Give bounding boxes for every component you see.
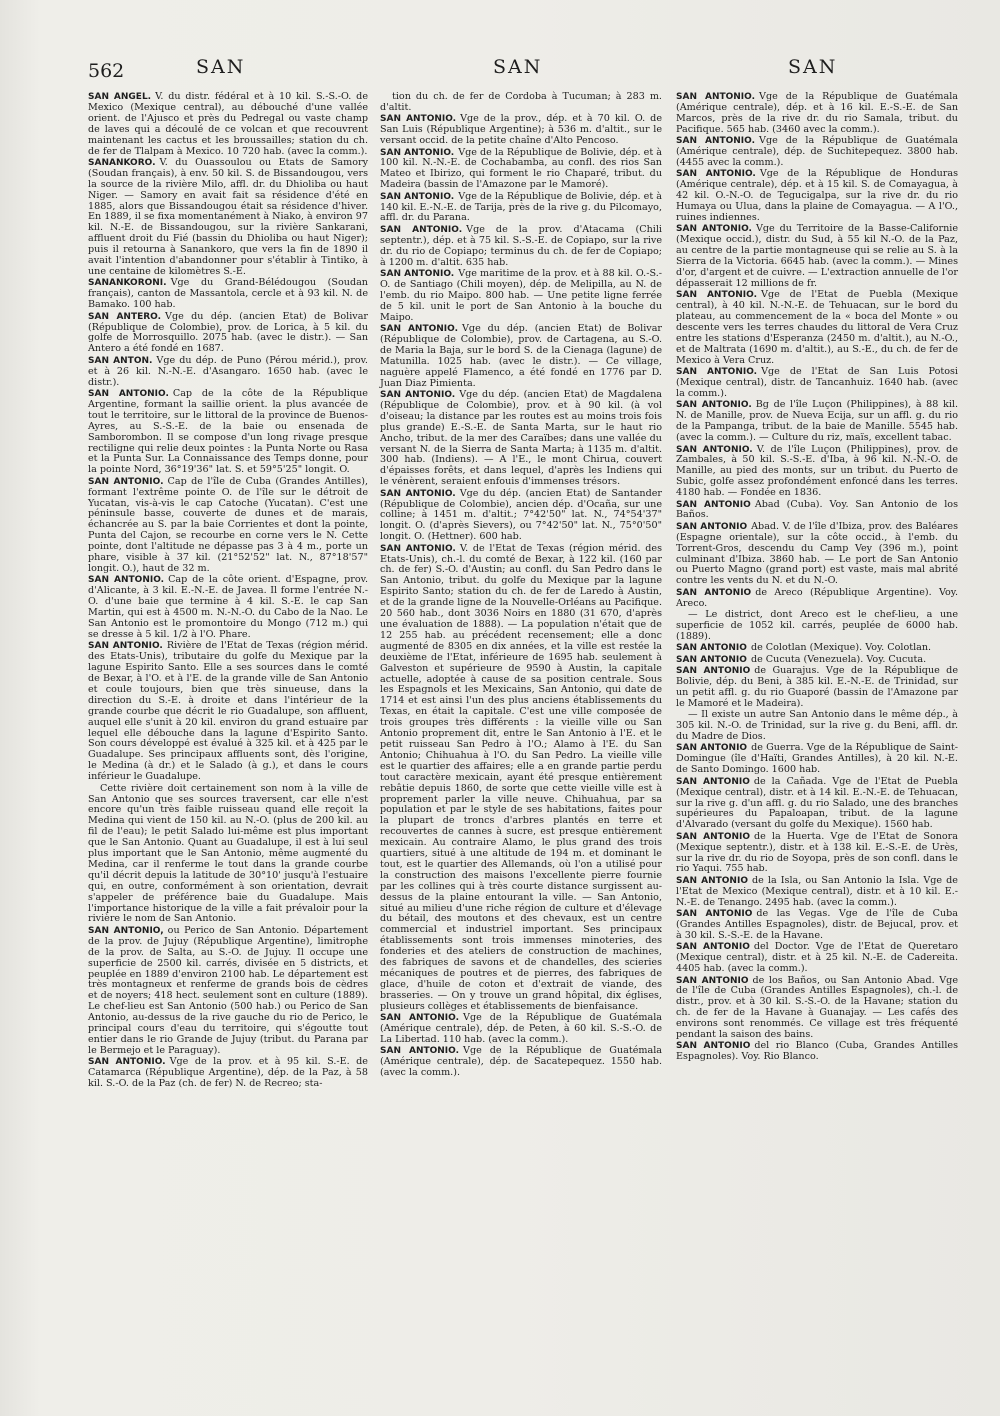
dictionary-entry	[676, 610, 958, 643]
dictionary-entry	[88, 1057, 368, 1090]
entry-text: Cap de l'île de Cuba (Grandes Antilles), formant l'extrême pointe O. de l'île sur le détroit de Yucatan, vis-à-vis le cap Catoche (Yucatan). C'est une péninsule basse, couverte de dunes et de marais, échancrée au S. par la baie Corrientes et dont la pointe, Punta del Cajon, se recourbe en corne vers le N. Cette pointe, dont l'altitude ne dépasse pas 3 à 4 m., porte un phare, visible à 37 kil. (21°52'52" lat. N., 87°18'57" longit. O.), haut de 32 m.	[88, 475, 368, 574]
dictionary-entry	[380, 192, 662, 225]
entry-headword: SAN ANTONIO	[676, 643, 747, 654]
entry-text: V. du distr. fédéral et à 10 kil. S.-S.-O. de Mexico (Mexique central), au débouché d'une vallée orient. de l'Ajusco et près du Pedregal ou vaste champ de laves qui a découlé de ce volcan et que recouvrent maintenant les cactus et les broussailles; station du ch. de fer de Tlalpam à Mexico. 10 720 hab. (avec la comm.).	[88, 91, 368, 157]
running-head-center: SAN	[493, 56, 543, 78]
dictionary-entry	[676, 400, 958, 444]
entry-headword: SAN ANTONIO.	[380, 543, 456, 554]
dictionary-entry	[676, 588, 958, 610]
entry-headword: SAN ANTONIO.	[380, 1013, 460, 1024]
entry-text: Vge de la prov., dép. et à 70 kil. O. de San Luis (République Argentine); à 536 m. d'altit., sur le versant occid. de la petite chaîne d'Alto Pencoso.	[380, 113, 663, 147]
entry-headword: SAN ANTONIO	[676, 875, 748, 886]
dictionary-entry	[676, 942, 958, 975]
dictionary-entry	[676, 743, 958, 776]
dictionary-entry	[88, 158, 368, 278]
entry-headword: SAN ANTONIO	[676, 831, 750, 842]
entry-headword: SAN ANTONIO	[676, 942, 750, 953]
entry-text: de Guarajus. Vge de la République de Bolivie, dép. du Beni, à 385 kil. E.-N.-E. de Trinidad, sur un petit affl. g. du rio Guaporé (bassin de l'Amazone par le Mamoré et le Madeira).	[676, 665, 959, 709]
running-head-right: SAN	[788, 56, 838, 78]
entry-headword: SAN ANTONIO	[676, 521, 748, 532]
dictionary-entry	[380, 114, 662, 147]
entry-headword: SAN ANTONIO.	[88, 1057, 166, 1068]
entry-headword: SAN ANTONIO.	[676, 444, 753, 455]
text-column-3	[676, 92, 958, 1064]
dictionary-entry	[380, 1013, 662, 1046]
entry-text: Vge du dép. (ancien Etat) de Bolivar (République de Colombie), prov. de Lorica, à 5 kil. du golfe de Morrosquillo. 2075 hab. (avec le distr.). — San Antero a été fondé en 1687.	[88, 310, 368, 355]
entry-text: Cette rivière doit certainement son nom à la ville de San Antonio que ses sources traversent, car elle n'est encore qu'un très faible ruisseau quand elle reçoit la Medina qui vient de 150 kil. au N.-O. (plus de 200 kil. au fil de l'eau); le petit Salado lui-même est plus important que le San Antonio. Quant au Guadalupe, il est à lui seul plus important que le San Antonio, même augmenté du Medina, car il renferme le tout dans la grande courbe qu'il décrit depuis la latitude de 30°10' jusqu'à l'estuaire qui, en outre, conformément à son orientation, devrait s'appeler de préférence baie du Guadalupe. Mais l'importance historique de la ville a fait prévaloir pour la rivière le nom de San Antonio.	[88, 782, 368, 925]
entry-headword: SAN ANTONIO.	[88, 575, 165, 586]
dictionary-entry	[676, 1041, 958, 1063]
dictionary-entry	[88, 926, 368, 1057]
entry-headword: SAN ANTON.	[88, 355, 153, 366]
dictionary-entry	[676, 445, 958, 500]
dictionary-entry	[380, 390, 662, 488]
entry-text: — Le district, dont Areco est le chef-lieu, a une superficie de 1052 kil. carrés, peuplée de 6000 hab. (1889).	[676, 609, 958, 642]
entry-headword: SAN ANTERO.	[88, 311, 162, 322]
entry-text: de la Cañada. Vge de l'Etat de Puebla (Mexique central), distr. et à 14 kil. E.-N.-E. de Tehuacan, sur la rive g. d'un affl. g. du rio Salado, une des branches supérieures du Papaloapan, tribut. de la lagune d'Alvarado (versant du golfe du Mexique). 1560 hab.	[676, 775, 958, 831]
entry-text: Vge de la République de Honduras (Amérique centrale), dép. et à 15 kil. S. de Comayagua, à 42 kil. O.-N.-O. de Tegucigalpa, sur la rive dr. du rio Humaya ou Ulua, dans la plaine de Comayagua. — A l'O., ruines indiennes.	[676, 168, 958, 223]
dictionary-entry	[380, 489, 662, 544]
entry-headword: SAN ANTONIO.	[380, 269, 455, 279]
dictionary-entry	[380, 1046, 662, 1079]
entry-headword: SAN ANTONIO.	[676, 136, 756, 147]
text-column-2	[380, 92, 662, 1080]
entry-headword: SAN ANTONIO	[676, 909, 753, 920]
dictionary-entry	[380, 324, 662, 389]
entry-text: Vge de l'Etat de Puebla (Mexique central), à 40 kil. N.-N.-E. de Tehuacan, sur le bord du plateau, au commencement de la « boca del Monte » ou descente vers les terres chaudes du littoral de Vera Cruz entre les stations d'Esperanza (2450 m. d'altit.), au N.-O., et de Maltrata (1690 m. d'altit.), au S.-E., du ch. de fer de Mexico à Vera Cruz.	[676, 289, 959, 366]
entry-text: — Il existe un autre San Antonio dans le même dép., à 305 kil. N.-O. de Trinidad, sur la rive g. du Beni, affl. dr. du Madre de Dios.	[676, 709, 958, 743]
dictionary-entry	[380, 92, 662, 114]
entry-headword: SAN ANTONIO,	[88, 925, 164, 936]
dictionary-entry	[676, 522, 958, 587]
entry-headword: SAN ANTONIO.	[380, 224, 463, 235]
dictionary-entry	[88, 278, 368, 311]
entry-text: de Cucuta (Venezuela). Voy. Cucuta.	[750, 653, 927, 665]
dictionary-entry	[676, 876, 958, 909]
entry-text: Vge de l'Etat de San Luis Potosi (Mexique central), distr. de Tancanhuiz. 1640 hab. (avec la comm.).	[676, 366, 958, 399]
entry-headword: SAN ANTONIO.	[380, 1046, 460, 1057]
dictionary-entry	[380, 148, 662, 192]
dictionary-entry	[88, 784, 368, 926]
entry-text: Cap de la côte orient. d'Espagne, prov. d'Alicante, à 3 kil. E.-N.-E. de Javea. Il forme l'entrée N.-O. d'une baie que termine à 4 kil. S.-E. le cap San Martin, qui est à 4500 m. N.-N.-O. du Cabo de la Nao. Le San Antonio est le promontoire du Mongo (712 m.) qui se dresse à 5 kil. 1/2 à l'O. Phare.	[88, 574, 368, 640]
entry-text: tion du ch. de fer de Cordoba à Tucuman; à 283 m. d'altit.	[380, 91, 662, 113]
entry-headword: SAN ANTONIO	[676, 776, 750, 787]
entry-headword: SAN ANTONIO	[676, 666, 751, 677]
entry-headword: SAN ANTONIO.	[676, 290, 758, 301]
entry-text: Vge de la République de Bolivie, dép. et à 100 kil. N.-N.-E. de Cochabamba, au confl. des rios San Mateo et Ibirizo, qui forment le rio Chaparé, tribut. du Madeira (bassin de l'Amazone par le Mamoré).	[380, 146, 663, 191]
entry-headword: SAN ANTONIO.	[88, 641, 163, 652]
entry-text: Rivière de l'Etat de Texas (région mérid. des Etats-Unis), tributaire du golfe du Mexique par la lagune Espirito Santo. Elle a ses sources dans le comté de Bexar, à l'O. et à l'E. de la grande ville de San Antonio et coule toujours, bien que très sinueuse, dans la direction du S.-E. à droite et dans l'intérieur de la grande courbe que décrit le rio Guadalupe, son affluent, auquel elle s'unit à 20 kil. environ du grand estuaire par lequel elle débouche dans la lagune d'Espirito Santo. Son cours développé est évalué à 325 kil. et à 425 par le Guadalupe. Ses principaux affluents sont, dès l'origine, le Medina (à dr.) et le Salado (à g.), et dans le cours inférieur le Guadalupe.	[88, 640, 368, 783]
dictionary-entry	[676, 832, 958, 876]
dictionary-entry	[676, 666, 958, 710]
entry-text: Vge de la prov. et à 95 kil. S.-E. de Catamarca (République Argentine), dép. de la Paz, à 58 kil. S.-O. de la Paz (ch. de fer) N. de Recreo; sta-	[88, 1056, 368, 1090]
entry-headword: SAN ANTONIO.	[676, 169, 756, 180]
dictionary-entry	[676, 909, 958, 942]
entry-text: V. de l'île Luçon (Philippines), prov. de Zambales, à 50 kil. S.-S.-E. d'Iba, à 96 kil. N.-N.-O. de Manille, au pied des monts, sur un tribut. du Puerto de Subic, golfe assez profondément enfoncé dans les terres. 4180 hab. — Fondée en 1836.	[676, 443, 958, 499]
entry-headword: SAN ANTONIO.	[380, 324, 458, 335]
entry-text: de los Baños, ou San Antonio Abad. Vge de l'île de Cuba (Grandes Antilles Espagnoles), ch.-l. de distr., prov. et à 30 kil. S.-S.-O. de la Havane; station du ch. de fer de la Havane à Guanajay. — Les cafés des environs sont renommés. Ce village est très fréquenté pendant la saison des bains.	[676, 974, 958, 1041]
entry-text: de Areco (République Argentine). Voy. Areco.	[676, 586, 959, 609]
entry-text: Vge du dép. (ancien Etat) de Santander (République de Colombie), ancien dép. d'Ocaña, sur une colline; à 1451 m. d'altit.; 7°42'50" lat. N., 74°54'37" longit. O. (d'après Sievers), ou 7°42'50" lat. N., 75°0'50" longit. O. (Hettner). 600 hab.	[380, 487, 662, 543]
entry-text: de Guerra. Vge de la République de Saint-Domingue (île d'Haïti, Grandes Antilles), à 20 kil. N.-E. de Santo Domingo. 1600 hab.	[676, 742, 958, 776]
dictionary-entry	[676, 643, 958, 654]
entry-text: de Colotlan (Mexique). Voy. Colotlan.	[750, 642, 932, 654]
entry-headword: SAN ANTONIO	[676, 499, 751, 510]
entry-text: Vge de la République de Guatémala (Amérique centrale), dép. de Suchitepequez. 3800 hab. (4455 avec la comm.).	[676, 135, 958, 168]
entry-headword: SAN ANTONIO	[676, 587, 752, 598]
dictionary-entry	[88, 477, 368, 575]
dictionary-entry	[676, 224, 958, 289]
dictionary-entry	[676, 367, 958, 400]
entry-headword: SAN ANTONIO	[676, 1041, 751, 1052]
page-number: 562	[88, 60, 125, 82]
dictionary-entry	[380, 269, 662, 324]
entry-text: Vge de la République de Guatémala (Amérique centrale), dép. et à 16 kil. E.-S.-E. de San Marcos, près de la rive dr. du rio Samala, tribut. du Pacifique. 565 hab. (3460 avec la comm.).	[676, 91, 958, 135]
entry-headword: SAN ANTONIO.	[380, 191, 455, 202]
dictionary-entry	[676, 777, 958, 832]
dictionary-entry	[676, 655, 958, 666]
entry-text: Vge de la République de Guatémala (Amérique centrale), dép. de Peten, à 60 kil. S.-S.-O. de La Libertad. 110 hab. (avec la comm.).	[380, 1012, 662, 1045]
entry-text: de la Huerta. Vge de l'Etat de Sonora (Mexique septentr.), distr. et à 138 kil. E.-S.-E. de Urès, sur la rive dr. du rio de Soyopa, près de son confl. dans le rio Yaqui. 755 hab.	[676, 830, 958, 875]
entry-text: del Doctor. Vge de l'Etat de Queretaro (Mexique central), distr. et à 25 kil. N.-E. de Cadereita. 4405 hab. (avec la comm.).	[676, 941, 958, 975]
entry-text: V. de l'Etat de Texas (région mérid. des Etats-Unis), ch.-l. du comté de Bexar, à 122 kil. (160 par ch. de fer) S.-O. d'Austin; au confl. du San Pedro dans le San Antonio, tribut. du golfe du Mexique par la lagune Espirito Santo; station du ch. de fer de Laredo à Austin, et de la grande ligne de la Nouvelle-Orléans au Pacifique. 20 560 hab., dont 3036 Noirs en 1880 (31 670, d'après une évaluation de 1888). — La population n'était que de 12 255 hab. au précédent recensement; elle a donc augmenté de 8305 en dix années, et la ville est restée la deuxième de l'Etat, inférieure de 1695 hab. seulement à Galveston et supérieure de 9590 à Austin, la capitale actuelle, adoptée à cause de sa position centrale. Sous les Espagnols et les Mexicains, San Antonio, qui date de 1714 et est ainsi l'un des plus anciens établissements du Texas, en était la capitale. C'est une ville composée de trois groupes très différents : la vieille ville ou San Antonio proprement dit, entre le San Antonio à l'E. et le petit ruisseau San Pedro à l'O.; Alamo à l'E. du San Antonio; Chihuahua à l'O. du San Pedro. La vieille ville est le quartier des affaires; elle a en grande partie perdu tout caractère mexicain, ayant été presque entièrement rebâtie depuis 1860, de sorte que cette vieille ville est à proprement parler la ville neuve. Chihuahua, par sa population et par le style de ses habitations, faites pour la plupart de troncs d'arbres plantés en terre et recouvertes de cannes à sucre, est presque entièrement mexicain. Au contraire Alamo, le plus grand des trois quartiers, situé à une altitude de 194 m. et dominant le tout, est le quartier des Allemands, où l'on a utilisé pour la construction des maisons l'excellente pierre fournie par les collines qui à très courte distance surgissent au-dessus de la plaine entourant la ville. — San Antonio, situé au milieu d'une riche région de culture et d'élevage du bétail, des moutons et des chevaux, est un centre commercial et industriel important. Ses principaux établissements sont trois immenses minoteries, des fonderies et des ateliers de construction de machines, des fabriques de savons et de chandelles, des scieries mécaniques de poutres et de pierres, des fabriques de glace, d'huile de coton et d'extrait de viande, des brasseries. — On y trouve un grand hôpital, dix églises, plusieurs collèges et établissements de bienfaisance.	[380, 542, 662, 1012]
dictionary-entry	[88, 575, 368, 640]
dictionary-entry	[676, 92, 958, 136]
entry-text: Cap de la côte de la République Argentine, formant la saillie orient. la plus avancée de tout le territoire, sur le littoral de la province de Buenos-Ayres, au S.-S.-E. de la baie ou ensenada de Samborombon. Il se compose d'un long rivage presque rectiligne qui relie deux pointes : la Punta Norte ou Rasa et la Punta Sur. La Connaissance des Temps donne, pour la pointe Nord, 36°19'36" lat. S. et 59°5'25" longit. O.	[88, 387, 368, 476]
entry-text: V. du Ouassoulou ou Etats de Samory (Soudan français), à env. 50 kil. S. de Bissandougou, vers la source de la rivière Milo, affl. dr. du Dhioliba ou haut Niger. — Samory en avait fait sa résidence d'été en 1885, alors que Bissandougou était sa résidence d'hiver. En 1889, il se fixa momentanément à Niako, à environ 97 kil. N.-E. de Bissandougou, sur la rivière Sankarani, affluent droit du Fié (bassin du Dhioliba ou haut Niger); puis il retourna à Sanankoro, que vers la fin de 1890 il avait l'intention d'abandonner pour s'établir à Tintiko, à une centaine de kilomètres S.-E.	[88, 156, 368, 277]
dictionary-entry	[676, 169, 958, 224]
dictionary-entry	[88, 356, 368, 389]
dictionary-entry	[88, 389, 368, 476]
entry-headword: SAN ANTONIO.	[88, 476, 164, 487]
entry-headword: SANANKORO.	[88, 157, 156, 168]
entry-headword: SAN ANTONIO.	[380, 389, 456, 400]
text-column-1	[88, 92, 368, 1090]
entry-headword: SANANKORONI.	[88, 278, 167, 289]
entry-text: Vge du dép. (ancien Etat) de Magdalena (République de Colombie), prov. et à 90 kil. (à vol d'oiseau; la distance par les routes est au moins trois fois plus grande) E.-S.-E. de Santa Marta, sur le haut rio Ancho, tribut. de la mer des Caraïbes; dans une vallée du versant N. de la Sierra de Santa Marta; à 1135 m. d'altit. 300 hab. (Indiens). — A l'E., le mont Chirua, couvert d'épaisses forêts, et dans lequel, d'après les Indiens qui le vénèrent, seraient enfouis d'immenses trésors.	[380, 388, 662, 488]
dictionary-entry	[676, 136, 958, 169]
entry-text: Abad. V. de l'île d'Ibiza, prov. des Baléares (Espagne orientale), sur la côte occid., à l'emb. du Torrent-Gros, descendu du Camp Vey (396 m.), point culminant d'Ibiza. 3860 hab. — Le port de San Antonio ou Puerto Magno (grand port) est vaste, mais mal abrité contre les vents du N. et du N.-O.	[676, 520, 958, 587]
entry-text: Abad (Cuba). Voy. San Antonio de los Baños.	[676, 498, 959, 521]
entry-text: Vge du dép. de Puno (Pérou mérid.), prov. et à 26 kil. N.-N.-E. d'Asangaro. 1650 hab. (avec le distr.).	[88, 354, 368, 388]
entry-headword: SAN ANTONIO.	[676, 367, 758, 378]
dictionary-entry	[88, 312, 368, 356]
entry-text: Vge du Grand-Bélédougou (Soudan français), canton de Massantola, cercle et à 93 kil. N. de Bamako. 100 hab.	[88, 277, 368, 311]
entry-text: Vge de la prov. d'Atacama (Chili septentr.), dép. et à 75 kil. S.-S.-E. de Copiapo, sur la rive dr. du rio de Copiapo; terminus du ch. de fer de Copiapo; à 1200 m. d'altit. 635 hab.	[380, 223, 662, 268]
entry-text: del rio Blanco (Cuba, Grandes Antilles Espagnoles). Voy. Rio Blanco.	[676, 1040, 958, 1063]
entry-text: Vge de la République de Bolivie, dép. et à 140 kil. E.-N.-E. de Tarija, près de la rive g. du Pilcomayo, affl. dr. du Parana.	[380, 190, 663, 224]
entry-text: de la Isla, ou San Antonio la Isla. Vge de l'Etat de Mexico (Mexique central), distr. et à 10 kil. E.-N.-E. de Tenango. 2495 hab. (avec la comm.).	[676, 874, 958, 908]
dictionary-entry	[676, 976, 958, 1041]
entry-text: Vge du Territoire de la Basse-Californie (Mexique occid.), distr. du Sud, à 55 kil N.-O. de la Paz, au centre de la partie montagneuse qui se relie au S. à la Sierra de la Victoria. 6645 hab. (avec la comm.). — Mines d'or, d'argent et de cuivre. — L'extraction annuelle de l'or dépasserait 12 millions de fr.	[676, 223, 959, 289]
entry-text: Vge du dép. (ancien Etat) de Bolivar (République de Colombie), prov. de Cartagena, au S.-O. de Maria la Baja, sur le bord S. de la Cienaga (lagune) de Matunilla. 1025 hab. (avec le distr.). — Ce village, naguère appelé Flamenco, a été fondé en 1776 par D. Juan Diaz Pimienta.	[380, 323, 663, 389]
dictionary-entry	[88, 641, 368, 783]
dictionary-entry	[380, 225, 662, 269]
entry-headword: SAN ANTONIO	[676, 654, 747, 665]
running-head-left: SAN	[196, 56, 246, 78]
entry-headword: SAN ANTONIO	[676, 975, 749, 986]
dictionary-entry	[380, 544, 662, 1013]
entry-headword: SAN ANTONIO	[676, 743, 748, 754]
entry-text: ou Perico de San Antonio. Département de la prov. de Jujuy (République Argentine), limitrophe de la prov. de Salta, au S.-O. de Jujuy. Il occupe une superficie de 2500 kil. carrés, divisée en 5 districts, et peuplée en 1889 d'environ 2100 hab. Le département est très montagneux et renferme de grands bois de cèdres et de noyers; 418 hect. seulement sont en culture (1889). Le chef-lieu est San Antonio (500 hab.) ou Perico de San Antonio, au-dessus de la rive gauche du rio de Perico, le principal cours d'eau du territoire, qui s'égoutte tout entier dans le rio Grande de Jujuy (tribut. du Parana par le Bermejo et le Paraguay).	[88, 924, 368, 1056]
entry-headword: SAN ANTONIO.	[676, 224, 752, 235]
entry-text: Vge de la République de Guatémala (Amérique centrale), dép. de Sacatepequez. 1550 hab. (avec la comm.).	[380, 1045, 662, 1079]
dictionary-entry	[676, 500, 958, 522]
page-header	[88, 56, 948, 86]
dictionary-entry	[676, 290, 958, 366]
entry-headword: SAN ANTONIO.	[380, 114, 457, 125]
entry-headword: SAN ANTONIO.	[380, 147, 455, 158]
entry-headword: SAN ANTONIO.	[380, 488, 456, 499]
entry-text: Bg de l'île Luçon (Philippines), à 88 kil. N. de Manille, prov. de Nueva Ecija, sur un affl. g. du rio de la Pampanga, tribut. de la baie de Manille. 5545 hab. (avec la comm.). — Culture du riz, maïs, excellent tabac.	[676, 399, 959, 444]
dictionary-entry	[88, 92, 368, 157]
dictionary-entry	[676, 710, 958, 743]
entry-headword: SAN ANTONIO.	[676, 92, 756, 102]
entry-headword: SAN ANTONIO.	[676, 400, 752, 411]
entry-text: de las Vegas. Vge de l'île de Cuba (Grandes Antilles Espagnoles), distr. de Bejucal, prov. et à 30 kil. S.-S.-E. de la Havane.	[676, 908, 958, 941]
entry-text: Vge maritime de la prov. et à 88 kil. O.-S.-O. de Santiago (Chili moyen), dép. de Melipilla, au N. de l'emb. du rio Maipo. 800 hab. — Une petite ligne ferrée de 5 kil. unit le port de San Antonio à la bouche du Maipo.	[380, 268, 662, 323]
entry-headword: SAN ANTONIO.	[88, 388, 169, 399]
entry-headword: SAN ANGEL.	[88, 92, 152, 102]
